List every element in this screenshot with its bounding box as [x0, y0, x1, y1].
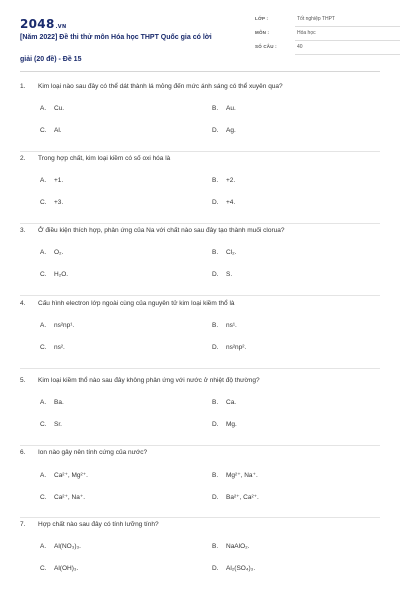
option-b[interactable]: B. Ca. — [212, 399, 237, 406]
question-text: Ion nào gây nên tính cứng của nước? — [38, 449, 148, 456]
option-b[interactable]: B. Au. — [212, 105, 236, 112]
header-divider — [20, 71, 380, 72]
option-a[interactable]: A. O₂. — [40, 249, 64, 256]
meta-row-count — [255, 42, 400, 55]
option-a[interactable]: A. Ba. — [40, 399, 64, 406]
question-number: 5. — [20, 377, 26, 384]
question-text: Trong hợp chất, kim loại kiềm có số oxi hóa là — [38, 155, 171, 162]
option-b[interactable]: B. ns¹. — [212, 322, 237, 329]
option-d[interactable]: D. +4. — [212, 199, 236, 206]
meta-row-grade — [255, 14, 400, 27]
option-c[interactable]: C. Ca²⁺, Na⁺. — [40, 494, 86, 501]
meta-key: SỐ CÂU : — [255, 44, 277, 49]
question-number: 3. — [20, 227, 26, 234]
option-d[interactable]: D. Al₂(SO₄)₃. — [212, 565, 256, 572]
question-text: Kim loại nào sau đây có thể dát thành lá mỏng đến mức ánh sáng có thể xuyên qua? — [38, 83, 283, 90]
option-b[interactable]: B. Mg²⁺, Na⁺. — [212, 472, 258, 479]
site-logo[interactable]: 2048.VN — [20, 17, 67, 31]
option-a[interactable]: A. ns²np¹. — [40, 322, 75, 329]
option-a[interactable]: A. Cu. — [40, 105, 65, 112]
option-a[interactable]: A. +1. — [40, 177, 64, 184]
meta-value: Tốt nghiệp THPT — [297, 16, 335, 22]
option-a[interactable]: A. Ca²⁺, Mg²⁺. — [40, 472, 88, 479]
meta-key: LỚP : — [255, 16, 269, 21]
question-number: 7. — [20, 521, 26, 528]
document-header — [20, 14, 380, 64]
option-c[interactable]: C. Al(OH)₃. — [40, 565, 79, 572]
option-b[interactable]: B. +2. — [212, 177, 236, 184]
option-d[interactable]: D. ns²np². — [212, 344, 247, 351]
option-d[interactable]: D. Ba²⁺, Ca²⁺. — [212, 494, 259, 501]
question-text: Hợp chất nào sau đây có tính lưỡng tính? — [38, 521, 159, 528]
meta-underline — [295, 54, 400, 55]
option-c[interactable]: C. H₂O. — [40, 271, 69, 278]
question-text: Kim loại kiềm thổ nào sau đây không phản ứng với nước ở nhiệt độ thường? — [38, 377, 260, 384]
question-number: 4. — [20, 300, 26, 307]
option-d[interactable]: D. S. — [212, 271, 233, 278]
option-d[interactable]: D. Ag. — [212, 127, 236, 134]
meta-underline — [295, 40, 400, 41]
option-c[interactable]: C. ns². — [40, 344, 65, 351]
question-number: 2. — [20, 155, 26, 162]
option-d[interactable]: D. Mg. — [212, 421, 237, 428]
question-text: Cấu hình electron lớp ngoài cùng của nguyên tử kim loại kiềm thổ là — [38, 300, 235, 307]
meta-underline — [295, 26, 400, 27]
question-divider — [20, 445, 380, 446]
option-c[interactable]: C. Al. — [40, 127, 62, 134]
option-b[interactable]: B. NaAlO₂. — [212, 543, 250, 550]
meta-value: 40 — [297, 44, 303, 50]
question-divider — [20, 368, 380, 369]
question-divider — [20, 517, 380, 518]
question-text: Ở điều kiện thích hợp, phản ứng của Na với chất nào sau đây tạo thành muối clorua? — [38, 227, 285, 234]
document-title: [Năm 2022] Đề thi thử môn Hóa học THPT Quốc gia có lời — [20, 34, 212, 41]
question-number: 6. — [20, 449, 26, 456]
meta-row-subject — [255, 28, 400, 41]
question-divider — [20, 223, 380, 224]
meta-key: MÔN : — [255, 30, 270, 35]
meta-value: Hóa học — [297, 30, 316, 36]
document-subtitle: giải (20 đề) - Đề 15 — [20, 56, 82, 63]
question-divider — [20, 151, 380, 152]
question-divider — [20, 295, 380, 296]
option-c[interactable]: C. +3. — [40, 199, 64, 206]
question-number: 1. — [20, 83, 26, 90]
option-a[interactable]: A. Al(NO₃)₃. — [40, 543, 81, 550]
option-b[interactable]: B. Cl₂. — [212, 249, 237, 256]
option-c[interactable]: C. Sr. — [40, 421, 62, 428]
